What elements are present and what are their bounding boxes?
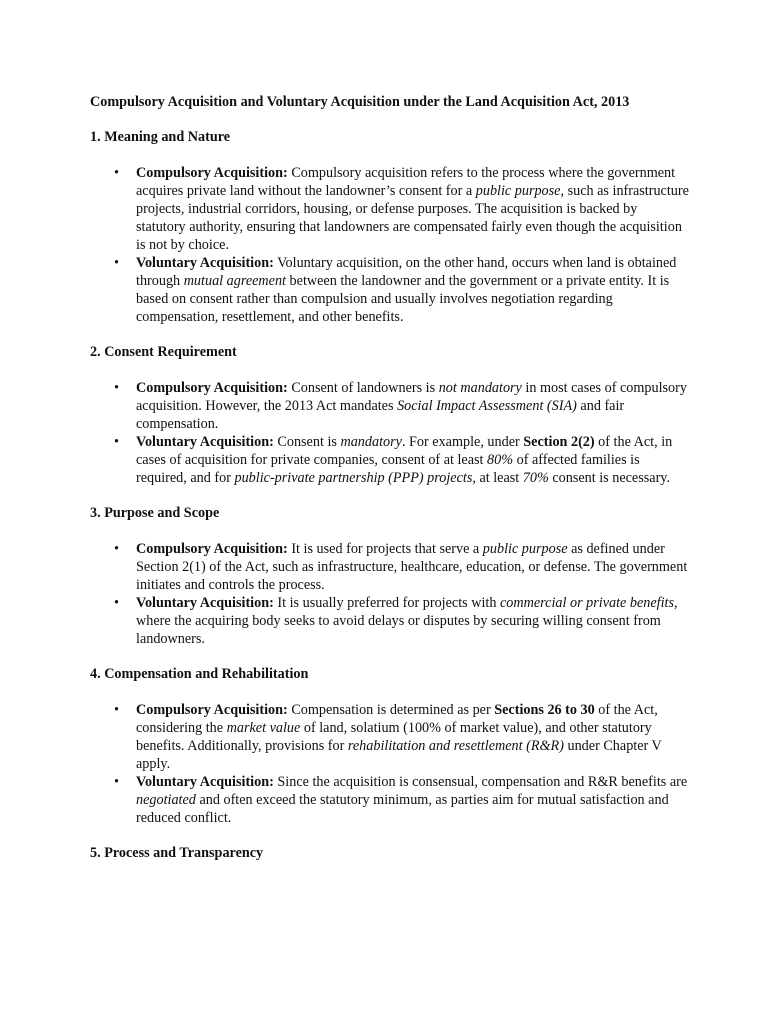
- italic-text: public purpose: [475, 183, 561, 199]
- bold-text: Compulsory Acquisition:: [136, 165, 288, 181]
- list-item: [90, 164, 690, 254]
- body-text: of land, solatium (100% of market value), and other statutory benefits. Additionally, provisions for: [136, 720, 652, 754]
- body-text: Consent is: [273, 434, 341, 450]
- body-text: It is used for projects that serve a: [287, 541, 483, 557]
- bold-text: Compulsory Acquisition:: [136, 702, 288, 718]
- italic-text: 70%: [522, 470, 549, 486]
- body-text: , where the acquiring body seeks to avoid delays or disputes by securing willing consent from landowners.: [136, 595, 678, 647]
- list-item: [90, 379, 690, 433]
- body-text: of the Act, considering the: [136, 702, 658, 736]
- italic-text: public purpose: [482, 541, 568, 557]
- section-heading: 3. Purpose and Scope: [90, 505, 220, 521]
- bullet-icon: •: [114, 380, 119, 396]
- bullet-icon: •: [114, 595, 119, 611]
- list-item: [90, 701, 690, 773]
- body-text: It is usually preferred for projects with: [273, 595, 500, 611]
- document-body: [90, 128, 690, 862]
- body-text: of the Act, in cases of acquisition for private companies, consent of at least: [136, 434, 673, 468]
- bold-text: Compulsory Acquisition:: [136, 380, 288, 396]
- body-text: , such as infrastructure projects, industrial corridors, housing, or defense purposes. The acquisition is backed by statutory authority, ensuring that landowners are compensated fairly even though the acquisition is not by choice.: [136, 183, 689, 253]
- italic-text: rehabilitation and resettlement (R&R): [347, 738, 564, 754]
- italic-text: 80%: [487, 452, 514, 468]
- bullet-icon: •: [114, 165, 119, 181]
- section-heading: 2. Consent Requirement: [90, 344, 237, 360]
- bold-text: Voluntary Acquisition:: [136, 434, 274, 450]
- list-item: [90, 254, 690, 326]
- body-text: under Chapter V apply.: [136, 738, 662, 772]
- bullet-list: [90, 540, 690, 648]
- italic-text: market value: [226, 720, 301, 736]
- section-heading: 4. Compensation and Rehabilitation: [90, 666, 309, 682]
- bullet-icon: •: [114, 434, 119, 450]
- italic-text: Social Impact Assessment (SIA): [397, 398, 577, 414]
- bold-text: Voluntary Acquisition:: [136, 595, 274, 611]
- body-text: Consent of landowners is: [287, 380, 439, 396]
- body-text: and often exceed the statutory minimum, as parties aim for mutual satisfaction and reduced conflict.: [136, 792, 669, 826]
- bold-text: Sections 26 to 30: [494, 702, 595, 718]
- bullet-icon: •: [114, 702, 119, 718]
- body-text: Compulsory acquisition refers to the process where the government acquires private land without the landowner’s consent for a: [136, 165, 676, 199]
- bullet-icon: •: [114, 774, 119, 790]
- body-text: Since the acquisition is consensual, compensation and R&R benefits are: [273, 774, 688, 790]
- bold-text: Voluntary Acquisition:: [136, 255, 274, 271]
- body-text: of affected families is required, and for: [136, 452, 640, 486]
- list-item: [90, 773, 690, 827]
- bullet-list: [90, 379, 690, 487]
- bold-text: Section 2(2): [523, 434, 595, 450]
- bold-text: Compulsory Acquisition:: [136, 541, 288, 557]
- section-heading: 1. Meaning and Nature: [90, 129, 231, 145]
- bullet-list: [90, 164, 690, 326]
- body-text: , at least: [472, 470, 523, 486]
- italic-text: mutual agreement: [183, 273, 286, 289]
- section-heading: 5. Process and Transparency: [90, 845, 264, 861]
- body-text: Compensation is determined as per: [287, 702, 495, 718]
- body-text: and fair compensation.: [136, 398, 625, 432]
- italic-text: public-private partnership (PPP) projects: [234, 470, 473, 486]
- italic-text: mandatory: [340, 434, 402, 450]
- italic-text: negotiated: [136, 792, 196, 808]
- bold-text: Voluntary Acquisition:: [136, 774, 274, 790]
- body-text: in most cases of compulsory acquisition. However, the 2013 Act mandates: [136, 380, 687, 414]
- body-text: . For example, under: [401, 434, 524, 450]
- body-text: between the landowner and the government or a private entity. It is based on consent rather than compulsion and usually involves negotiation regarding compensation, resettlement, and other benefits.: [136, 273, 670, 325]
- bullet-icon: •: [114, 255, 119, 271]
- italic-text: not mandatory: [438, 380, 522, 396]
- italic-text: commercial or private benefits: [500, 595, 675, 611]
- document-page: [90, 93, 690, 880]
- list-item: [90, 594, 690, 648]
- list-item: [90, 540, 690, 594]
- bullet-icon: •: [114, 541, 119, 557]
- body-text: Voluntary acquisition, on the other hand, occurs when land is obtained through: [136, 255, 677, 289]
- body-text: consent is necessary.: [548, 470, 671, 486]
- bullet-list: [90, 701, 690, 827]
- body-text: as defined under Section 2(1) of the Act, such as infrastructure, healthcare, education, or defense. The government initiates and controls the process.: [136, 541, 688, 593]
- document-title: Compulsory Acquisition and Voluntary Acquisition under the Land Acquisition Act, 2013: [90, 94, 630, 110]
- list-item: [90, 433, 690, 487]
